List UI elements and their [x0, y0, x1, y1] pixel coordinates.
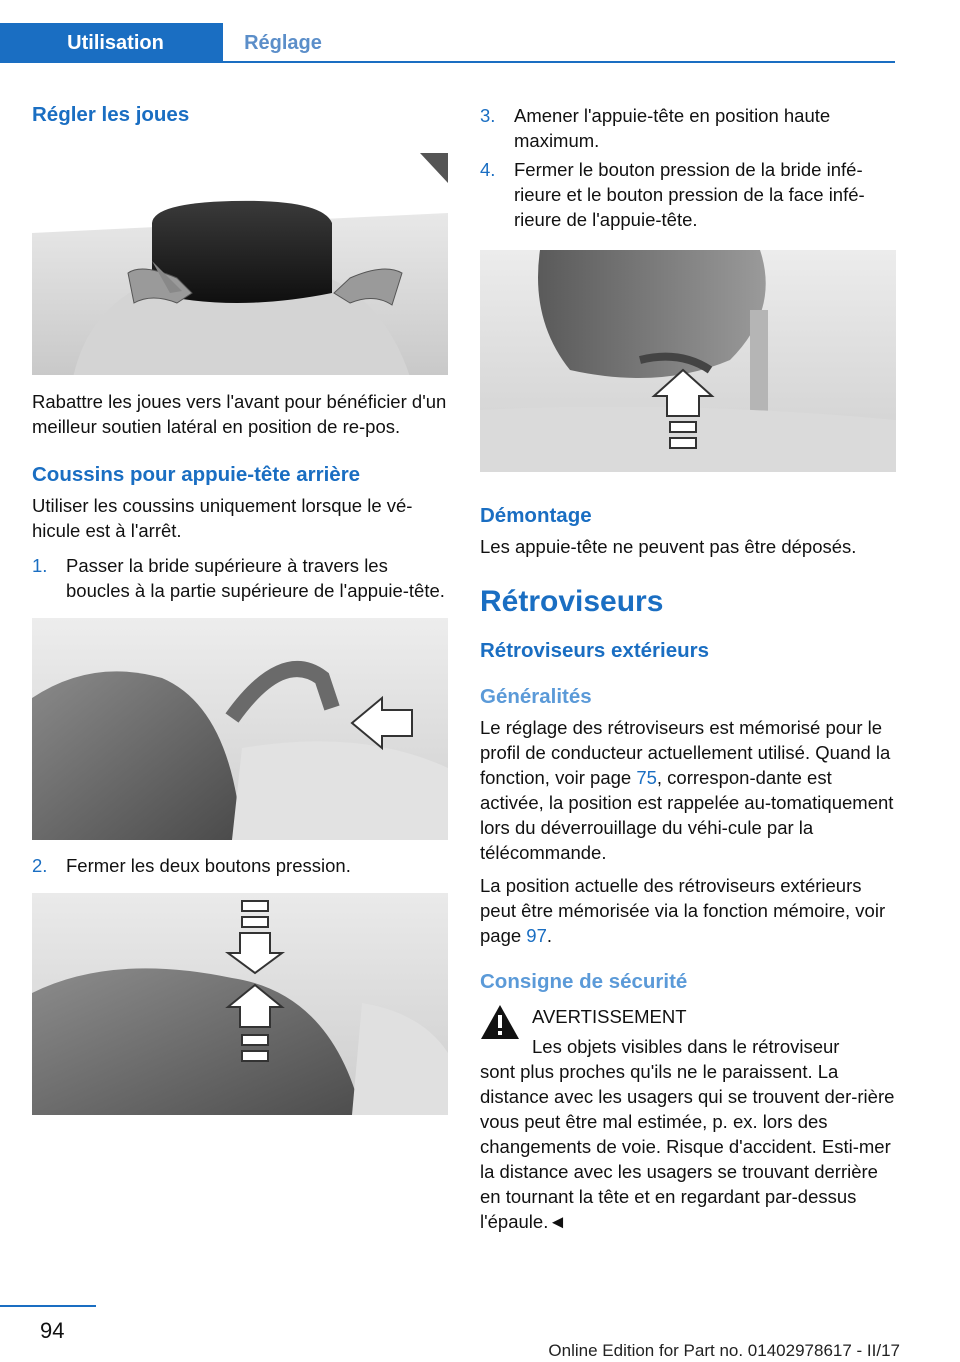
step-text: Fermer les deux boutons pression.: [66, 855, 351, 876]
section-title-retro-ext: Rétroviseurs extérieurs: [480, 639, 710, 662]
text-part: La position actuelle des rétroviseurs extérieurs peut être mémorisée via la fonction mémoire, voir page: [480, 875, 886, 946]
right-column: [480, 95, 896, 1234]
headrest-wings-illustration: [32, 153, 448, 375]
press-studs-illustration: [32, 893, 448, 1115]
step-number: 4.: [480, 159, 496, 180]
text-part: .: [546, 925, 553, 946]
step-3: [480, 103, 896, 153]
figure-headrest-wings: [32, 153, 448, 375]
header-rule: [223, 61, 895, 63]
section-title-coussins: Coussins pour appuie-tête arrière: [32, 463, 361, 486]
step-number: 2.: [32, 855, 48, 876]
text-memoire: [480, 873, 896, 948]
header-tabs: [0, 23, 895, 63]
left-column: [32, 95, 448, 1115]
step-4: [480, 157, 896, 232]
tab-utilisation[interactable]: Utilisation: [0, 23, 223, 63]
figure-press-studs: [32, 893, 448, 1115]
figure-lower-strap: [480, 250, 896, 472]
text-demontage: Les appuie-tête ne peuvent pas être déposés.: [480, 536, 857, 557]
step-number: 1.: [32, 555, 48, 576]
step-text: Amener l'appuie-tête en position haute maximum.: [514, 105, 831, 151]
lower-strap-illustration: [480, 250, 896, 472]
page-number: 94: [40, 1318, 65, 1343]
subsection-title-generalites: Généralités: [480, 685, 592, 708]
warning-title: AVERTISSEMENT: [532, 1006, 687, 1027]
text-generalites: [480, 715, 896, 865]
step-2: [32, 853, 448, 878]
text-part: , correspon-dante est activée, la position est rappelée au-tomatiquement lors du déverrouillage du véhi-cule par la télécommande.: [480, 767, 894, 863]
text-part: Le réglage des rétroviseurs est mémorisé pour le profil de conducteur actuellement utilisé. Quand la fonction, voir page: [480, 717, 891, 788]
strap-loop-illustration: [32, 618, 448, 840]
step-number: 3.: [480, 105, 496, 126]
footer-rule: [0, 1305, 96, 1307]
section-title-joues: Régler les joues: [32, 103, 190, 126]
subsection-title-consigne: Consigne de sécurité: [480, 970, 688, 993]
section-title-demontage: Démontage: [480, 504, 592, 527]
warning-block: [480, 1004, 896, 1234]
text-coussins: Utiliser les coussins uniquement lorsque le vé-hicule est à l'arrêt.: [32, 495, 413, 541]
edition-note: Online Edition for Part no. 01402978617 - II/17: [548, 1341, 900, 1360]
page-link-97[interactable]: 97: [526, 925, 547, 946]
warning-first-line: Les objets visibles dans le rétroviseur: [532, 1036, 840, 1057]
tab-reglage[interactable]: Réglage: [244, 31, 322, 54]
warning-triangle-icon: [480, 1004, 520, 1040]
step-text: Passer la bride supérieure à travers les boucles à la partie supérieure de l'appuie-tête.: [66, 555, 445, 601]
text-joues: Rabattre les joues vers l'avant pour bénéficier d'un meilleur soutien latéral en position de re-pos.: [32, 391, 447, 437]
warning-body: sont plus proches qu'ils ne le paraissent. La distance avec les usagers qui se trouvent der-rière vous peut être mal estimée, p. ex. lors des changements de voie. Risque d'accident. Esti-mer la distance avec les usagers se trouvant derrière en tournant la tête et en regardant par-dessus l'épaule.◄: [480, 1061, 895, 1232]
page-link-75[interactable]: 75: [636, 767, 657, 788]
chapter-title-retroviseurs: Rétroviseurs: [480, 585, 664, 618]
figure-strap-loops: [32, 618, 448, 840]
step-1: [32, 553, 448, 603]
step-text: Fermer le bouton pression de la bride infé-rieure et le bouton pression de la face infé-rieure de l'appuie-tête.: [514, 159, 865, 230]
